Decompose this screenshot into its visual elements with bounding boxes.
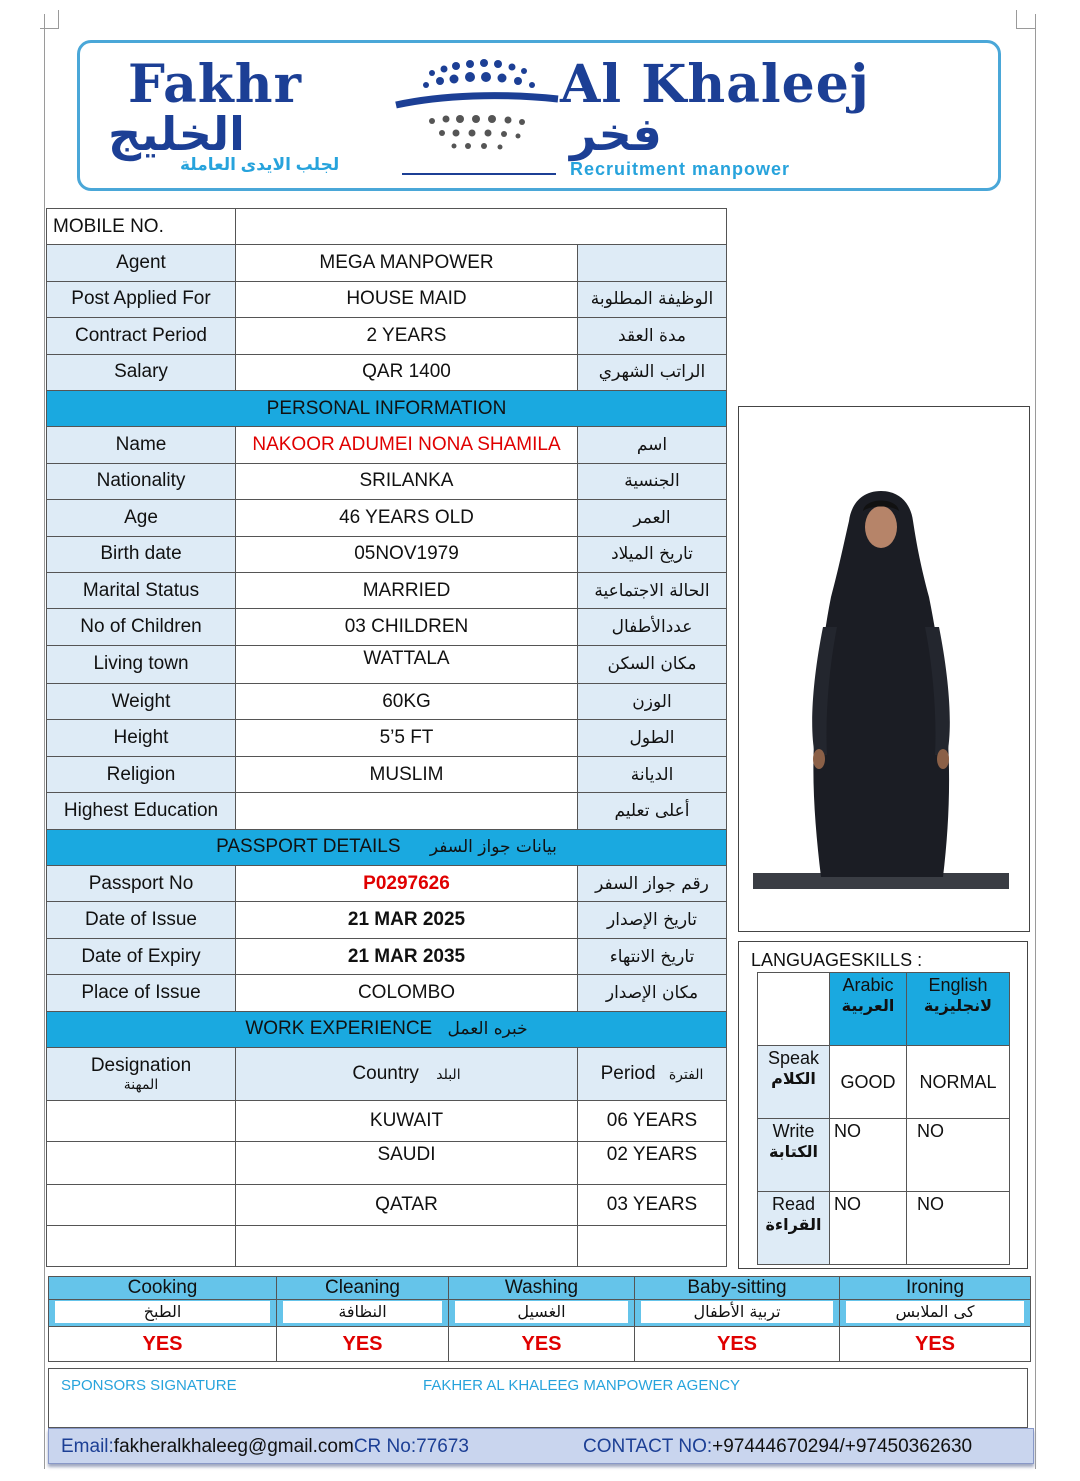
row-name	[47, 427, 727, 463]
row-age	[47, 500, 727, 536]
contact-block	[583, 1436, 972, 1458]
work-designation-cell	[47, 1225, 236, 1266]
name-label: Name	[47, 427, 236, 463]
age-label: Age	[47, 500, 236, 536]
birth-label-ar: تاريخ الميلاد	[578, 536, 727, 572]
salary-label: Salary	[47, 354, 236, 390]
personal-section-title: PERSONAL INFORMATION	[47, 390, 727, 426]
work-entry-row	[47, 1141, 727, 1184]
arabic-header	[830, 973, 907, 1046]
row-salary	[47, 354, 727, 390]
write-header	[758, 1119, 830, 1192]
skill-label-ar: كى الملابس	[846, 1301, 1024, 1323]
contract-label-ar: مدة العقد	[578, 318, 727, 354]
logo-name-en-left: Fakhr	[128, 54, 302, 115]
post-label-ar: الوظيفة المطلوبة	[578, 281, 727, 317]
weight-label: Weight	[47, 684, 236, 720]
language-skills-table	[757, 972, 1010, 1265]
passport-section-title: PASSPORT DETAILS	[216, 836, 401, 858]
signature-box	[48, 1368, 1028, 1428]
work-section-title-ar: خبره العمل	[447, 1019, 528, 1040]
place-label-ar: مكان الإصدار	[578, 975, 727, 1011]
religion-label-ar: الديانة	[578, 756, 727, 792]
row-expiry	[47, 938, 727, 974]
town-label: Living town	[47, 645, 236, 683]
work-entry-row	[47, 1100, 727, 1141]
passport-no-label-ar: رقم جواز السفر	[578, 866, 727, 902]
write-label-ar: الكتابة	[768, 1142, 819, 1161]
agent-label-ar	[578, 245, 727, 281]
write-label: Write	[772, 1121, 815, 1141]
skill-value: YES	[49, 1327, 277, 1362]
sponsor-signature-label: SPONSORS SIGNATURE	[61, 1377, 237, 1394]
nationality-value: SRILANKA	[236, 463, 578, 499]
candidate-photo	[753, 487, 1009, 889]
skill-ar-cell	[840, 1300, 1031, 1327]
expiry-value: 21 MAR 2035	[236, 938, 578, 974]
email-label: Email:	[61, 1436, 114, 1457]
language-corner-cell	[758, 973, 830, 1046]
crop-mark	[1016, 10, 1035, 29]
skills-ar-row	[49, 1300, 1031, 1327]
language-skills-title: LANGUAGESKILLS :	[751, 950, 923, 970]
crop-mark	[40, 10, 59, 29]
english-label-ar: لانجليزية	[923, 996, 993, 1015]
expiry-label-ar: تاريخ الانتهاء	[578, 938, 727, 974]
salary-value: QAR 1400	[236, 354, 578, 390]
passport-no-value: P0297626	[236, 866, 578, 902]
designation-label-ar: المهنة	[123, 1076, 159, 1093]
mobile-label: MOBILE NO.	[47, 209, 236, 245]
passport-section-title-ar: بيانات جواز السفر	[429, 837, 557, 858]
work-country: SAUDI	[236, 1141, 578, 1184]
designation-label: Designation	[90, 1054, 192, 1076]
english-header	[907, 973, 1010, 1046]
country-label-ar: البلد	[436, 1066, 461, 1083]
place-label: Place of Issue	[47, 975, 236, 1011]
logo-tagline-en: Recruitment manpower	[570, 159, 791, 179]
row-marital	[47, 572, 727, 608]
skill-value: YES	[840, 1327, 1031, 1362]
arabic-label-ar: العربية	[841, 996, 895, 1015]
skill-value: YES	[277, 1327, 449, 1362]
contact-bar	[48, 1428, 1034, 1464]
skill-value: YES	[449, 1327, 635, 1362]
skill-label-ar: الغسيل	[455, 1301, 628, 1323]
skill-label: Baby-sitting	[635, 1277, 840, 1300]
skill-label-ar: النظافة	[283, 1301, 442, 1323]
skill-ar-cell	[277, 1300, 449, 1327]
issue-label-ar: تاريخ الإصدار	[578, 902, 727, 938]
town-label-ar: مكان السكن	[578, 645, 727, 683]
row-nationality	[47, 463, 727, 499]
arabic-label: Arabic	[842, 975, 894, 995]
height-label: Height	[47, 720, 236, 756]
row-religion	[47, 756, 727, 792]
passport-no-label: Passport No	[47, 866, 236, 902]
work-period: 02 YEARS	[578, 1141, 727, 1184]
language-header-row	[758, 973, 1010, 1046]
nationality-label: Nationality	[47, 463, 236, 499]
work-period: 03 YEARS	[578, 1184, 727, 1225]
skill-label-ar: الطبخ	[55, 1301, 270, 1323]
marital-label: Marital Status	[47, 572, 236, 608]
work-country: QATAR	[236, 1184, 578, 1225]
religion-label: Religion	[47, 756, 236, 792]
name-value: NAKOOR ADUMEI NONA SHAMILA	[236, 427, 578, 463]
row-place	[47, 975, 727, 1011]
issue-value: 21 MAR 2025	[236, 902, 578, 938]
skill-ar-cell	[635, 1300, 840, 1327]
age-label-ar: العمر	[578, 500, 727, 536]
designation-header	[47, 1047, 236, 1100]
birth-value: 05NOV1979	[236, 536, 578, 572]
work-header-row	[47, 1047, 727, 1100]
row-town	[47, 645, 727, 683]
work-country-empty	[236, 1225, 578, 1266]
children-label-ar: عددالأطفال	[578, 609, 727, 645]
children-value: 03 CHILDREN	[236, 609, 578, 645]
work-section-header	[47, 1011, 727, 1047]
row-mobile	[47, 209, 727, 245]
issue-label: Date of Issue	[47, 902, 236, 938]
candidate-photo-frame	[738, 406, 1030, 932]
speak-row	[758, 1046, 1010, 1119]
skills-en-row	[49, 1277, 1031, 1300]
read-row	[758, 1192, 1010, 1265]
logo-name-en-right: Al Khaleej	[560, 54, 870, 115]
skill-label-ar: تربية الأطفال	[641, 1301, 833, 1323]
agent-label: Agent	[47, 245, 236, 281]
cr-value: 77673	[416, 1436, 469, 1457]
row-passport-no	[47, 866, 727, 902]
name-label-ar: اسم	[578, 427, 727, 463]
write-arabic-value: NO	[830, 1119, 907, 1192]
contact-label: CONTACT NO:	[583, 1436, 713, 1457]
work-section-title: WORK EXPERIENCE	[245, 1018, 433, 1040]
logo-tagline-ar: لجلب الايدى العاملة	[180, 155, 340, 174]
birth-label: Birth date	[47, 536, 236, 572]
read-arabic-value: NO	[830, 1192, 907, 1265]
town-value: WATTALA	[236, 645, 578, 683]
period-label-ar: الفترة	[668, 1066, 704, 1083]
logo-name-ar-left: الخليج	[108, 107, 245, 161]
speak-header	[758, 1046, 830, 1119]
passport-section-header	[47, 829, 727, 865]
work-designation-cell	[47, 1100, 236, 1141]
skill-label: Washing	[449, 1277, 635, 1300]
work-period: 06 YEARS	[578, 1100, 727, 1141]
row-post	[47, 281, 727, 317]
skill-label: Ironing	[840, 1277, 1031, 1300]
section-work	[47, 1011, 727, 1047]
period-header	[578, 1047, 727, 1100]
work-designation-cell	[47, 1141, 236, 1184]
education-value	[236, 793, 578, 829]
section-passport	[47, 829, 727, 865]
country-label: Country	[352, 1062, 419, 1084]
write-english-value: NO	[907, 1119, 1010, 1192]
read-header	[758, 1192, 830, 1265]
agent-value: MEGA MANPOWER	[236, 245, 578, 281]
email-block	[61, 1436, 469, 1458]
nationality-label-ar: الجنسية	[578, 463, 727, 499]
email-value[interactable]: fakheralkhaleeg@gmail.com	[113, 1436, 354, 1457]
education-label-ar: أعلى تعليم	[578, 793, 727, 829]
cr-label: CR No:	[353, 1436, 417, 1457]
row-children	[47, 609, 727, 645]
education-label: Highest Education	[47, 793, 236, 829]
english-label: English	[928, 975, 988, 995]
speak-label-ar: الكلام	[771, 1069, 816, 1088]
row-weight	[47, 684, 727, 720]
logo-divider	[402, 173, 556, 175]
work-entry-row	[47, 1184, 727, 1225]
marital-value: MARRIED	[236, 572, 578, 608]
expiry-label: Date of Expiry	[47, 938, 236, 974]
skill-value: YES	[635, 1327, 840, 1362]
place-value: COLOMBO	[236, 975, 578, 1011]
cv-details-table	[46, 208, 727, 1267]
mobile-value	[236, 209, 727, 245]
skills-value-row	[49, 1327, 1031, 1362]
speak-english-value: NORMAL	[907, 1046, 1010, 1119]
country-header	[236, 1047, 578, 1100]
work-country: KUWAIT	[236, 1100, 578, 1141]
post-label: Post Applied For	[47, 281, 236, 317]
religion-value: MUSLIM	[236, 756, 578, 792]
agency-signature-label: FAKHER AL KHALEEG MANPOWER AGENCY	[423, 1377, 741, 1394]
weight-value: 60KG	[236, 684, 578, 720]
contract-value: 2 YEARS	[236, 318, 578, 354]
row-height	[47, 720, 727, 756]
contact-value[interactable]: +97444670294/+97450362630	[712, 1436, 973, 1457]
speak-label: Speak	[767, 1048, 820, 1068]
salary-label-ar: الراتب الشهري	[578, 354, 727, 390]
row-birth	[47, 536, 727, 572]
height-value: 5’5 FT	[236, 720, 578, 756]
period-label: Period	[600, 1062, 656, 1084]
height-label-ar: الطول	[578, 720, 727, 756]
row-education	[47, 793, 727, 829]
skill-label: Cleaning	[277, 1277, 449, 1300]
skill-ar-cell	[49, 1300, 277, 1327]
marital-label-ar: الحالة الاجتماعية	[578, 572, 727, 608]
speak-arabic-value: GOOD	[830, 1046, 907, 1119]
skills-table	[48, 1276, 1031, 1362]
company-logo	[77, 40, 1001, 191]
children-label: No of Children	[47, 609, 236, 645]
row-issue	[47, 902, 727, 938]
skill-label: Cooking	[49, 1277, 277, 1300]
row-agent	[47, 245, 727, 281]
globe-dots-icon	[392, 49, 562, 167]
read-english-value: NO	[907, 1192, 1010, 1265]
row-contract	[47, 318, 727, 354]
skill-ar-cell	[449, 1300, 635, 1327]
work-designation-cell	[47, 1184, 236, 1225]
post-value: HOUSE MAID	[236, 281, 578, 317]
read-label: Read	[771, 1194, 816, 1214]
weight-label-ar: الوزن	[578, 684, 727, 720]
work-period-empty	[578, 1225, 727, 1266]
work-entry-row	[47, 1225, 727, 1266]
age-value: 46 YEARS OLD	[236, 500, 578, 536]
section-personal	[47, 390, 727, 426]
language-skills-box	[738, 941, 1028, 1269]
contract-label: Contract Period	[47, 318, 236, 354]
logo-name-ar-right: فخر	[570, 107, 662, 161]
read-label-ar: القراءة	[765, 1215, 822, 1234]
write-row	[758, 1119, 1010, 1192]
